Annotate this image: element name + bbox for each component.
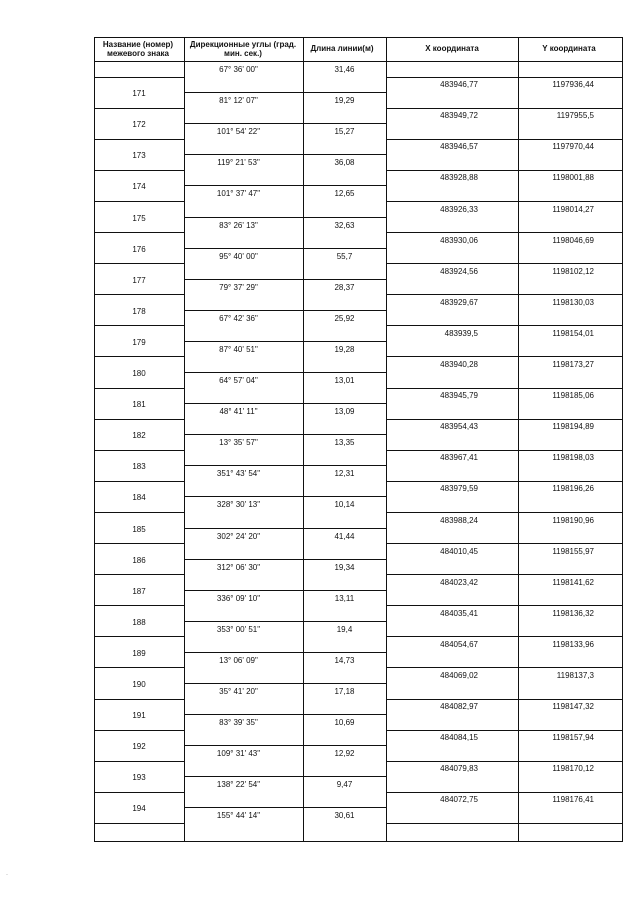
table-row-rule — [184, 714, 386, 715]
point-name: 188 — [132, 617, 146, 627]
header-angle: Дирекционные углы (град. мин. сек.) — [189, 40, 297, 58]
point-x: 483967,41 — [440, 453, 478, 463]
point-name: 172 — [132, 120, 146, 130]
footer-mark: · — [6, 872, 8, 878]
segment-length: 55,7 — [336, 251, 353, 261]
point-x: 483954,43 — [440, 422, 478, 432]
point-name: 190 — [132, 680, 146, 689]
table-row-rule — [184, 807, 386, 808]
point-y: 1197936,44 — [552, 80, 594, 90]
table-row-rule — [184, 217, 386, 218]
point-name: 193 — [132, 773, 146, 783]
point-name: 185 — [132, 524, 146, 534]
segment-angle: 119° 21' 53" — [217, 158, 260, 168]
point-name: 183 — [132, 462, 146, 472]
point-name: 176 — [132, 244, 146, 254]
point-y: 1198130,03 — [552, 297, 594, 307]
point-name: 194 — [132, 804, 146, 814]
segment-angle: 155° 44' 14" — [216, 811, 261, 821]
point-name: 175 — [132, 213, 146, 223]
point-x: 483946,77 — [440, 80, 478, 90]
point-y: 1198001,88 — [552, 173, 594, 183]
point-name: 182 — [132, 431, 146, 441]
segment-angle: 67° 36' 00" — [219, 65, 258, 74]
table-column-rule — [518, 37, 519, 841]
table-row-rule — [184, 559, 386, 560]
table-row-rule — [184, 652, 386, 653]
table-row-rule — [386, 481, 622, 482]
segment-angle: 336° 09' 10" — [216, 593, 261, 603]
table-bottom-rule — [94, 841, 623, 842]
table-row-rule — [386, 823, 622, 824]
point-x: 483945,79 — [440, 391, 478, 401]
segment-length: 13,01 — [334, 376, 355, 385]
table-row-rule — [184, 496, 386, 497]
point-x: 484072,75 — [440, 795, 478, 805]
point-name: 181 — [132, 400, 146, 410]
table-row-rule — [184, 123, 386, 124]
table-row-rule — [94, 419, 184, 420]
point-x: 483939,5 — [444, 328, 478, 338]
point-x: 483928,88 — [440, 173, 478, 183]
point-x: 484069,02 — [440, 671, 478, 680]
table-row-rule — [184, 248, 386, 249]
segment-length: 10,69 — [334, 718, 355, 728]
table-row-rule — [94, 325, 184, 326]
segment-angle: 13° 06' 09" — [219, 655, 258, 665]
table-row-rule — [184, 621, 386, 622]
segment-length: 9,47 — [336, 780, 353, 790]
point-name: 173 — [132, 151, 146, 161]
point-y: 1198147,32 — [552, 702, 594, 712]
segment-angle: 83° 26' 13" — [219, 220, 258, 230]
table-row-rule — [386, 263, 622, 264]
point-name: 174 — [132, 182, 146, 192]
segment-length: 10,14 — [334, 500, 355, 510]
point-y: 1198157,94 — [552, 733, 594, 743]
table-row-rule — [386, 574, 622, 575]
table-row-rule — [184, 279, 386, 280]
table-row-rule — [386, 139, 622, 140]
point-y: 1197955,5 — [556, 111, 594, 121]
point-x: 484023,42 — [440, 577, 478, 587]
point-y: 1198133,96 — [552, 639, 594, 649]
segment-length: 19,28 — [334, 344, 355, 354]
segment-angle: 95° 40' 00" — [219, 251, 258, 261]
table-row-rule — [94, 667, 184, 668]
point-name: 171 — [132, 89, 146, 99]
table-row-rule — [94, 450, 184, 451]
table-row-rule — [184, 745, 386, 746]
table-row-rule — [386, 605, 622, 606]
table-row-rule — [94, 263, 184, 264]
segment-angle: 351° 43' 54" — [216, 469, 261, 479]
table-row-rule — [386, 77, 622, 78]
table-column-rule — [184, 37, 185, 841]
table-column-rule — [386, 37, 387, 841]
table-row-rule — [94, 761, 184, 762]
table-row-rule — [386, 325, 622, 326]
segment-angle: 101° 37' 47" — [216, 189, 261, 199]
segment-length: 12,65 — [334, 189, 355, 199]
segment-length: 19,4 — [336, 624, 353, 634]
table-column-rule — [94, 37, 95, 841]
segment-angle: 328° 30' 13" — [216, 500, 261, 510]
point-y: 1198190,96 — [552, 515, 594, 525]
table-row-rule — [184, 683, 386, 684]
table-row-rule — [386, 419, 622, 420]
table-row-rule — [184, 528, 386, 529]
table-row-rule — [184, 154, 386, 155]
table-row-rule — [94, 792, 184, 793]
segment-length: 28,37 — [334, 282, 355, 292]
segment-length: 41,44 — [334, 531, 355, 541]
table-row-rule — [184, 92, 386, 93]
table-row-rule — [184, 465, 386, 466]
segment-length: 32,63 — [334, 220, 355, 230]
table-row-rule — [386, 636, 622, 637]
segment-length: 30,61 — [334, 811, 355, 821]
point-y: 1198046,69 — [552, 235, 594, 245]
segment-length: 13,11 — [334, 593, 355, 603]
table-row-rule — [94, 388, 184, 389]
segment-length: 12,31 — [334, 469, 355, 479]
point-y: 1198155,97 — [552, 546, 594, 556]
segment-length: 14,73 — [334, 655, 355, 665]
table-row-rule — [94, 512, 184, 513]
table-row-rule — [184, 776, 386, 777]
table-row-rule — [94, 139, 184, 140]
segment-length: 25,92 — [334, 313, 355, 323]
table-row-rule — [184, 403, 386, 404]
table-row-rule — [94, 294, 184, 295]
segment-length: 19,29 — [334, 96, 355, 106]
table-column-rule — [303, 37, 304, 841]
point-x: 483946,57 — [440, 142, 478, 152]
segment-length: 31,46 — [334, 65, 355, 74]
table-row-rule — [184, 590, 386, 591]
segment-angle: 67° 42' 36" — [219, 313, 258, 323]
table-header-rule — [94, 61, 623, 62]
table-row-rule — [386, 792, 622, 793]
table-row-rule — [386, 699, 622, 700]
segment-angle: 109° 31' 43" — [216, 749, 261, 759]
point-x: 484035,41 — [440, 608, 478, 618]
point-name: 180 — [132, 369, 146, 378]
table-row-rule — [184, 310, 386, 311]
point-y: 1198176,41 — [552, 795, 594, 805]
point-y: 1198194,89 — [552, 422, 594, 432]
table-row-rule — [94, 730, 184, 731]
point-y: 1198173,27 — [552, 360, 594, 369]
table-top-rule — [94, 37, 623, 38]
point-y: 1198136,32 — [552, 608, 594, 618]
table-column-rule — [622, 37, 623, 841]
point-name: 187 — [132, 586, 146, 596]
point-y: 1198170,12 — [552, 764, 594, 774]
table-row-rule — [94, 543, 184, 544]
point-x: 484054,67 — [440, 639, 478, 649]
point-y: 1197970,44 — [552, 142, 594, 152]
segment-angle: 13° 35' 57" — [219, 438, 258, 448]
header-name: Название (номер) межевого знака — [102, 40, 174, 58]
point-x: 483949,72 — [440, 111, 478, 121]
table-row-rule — [386, 512, 622, 513]
point-y: 1198198,03 — [552, 453, 594, 463]
table-row-rule — [94, 232, 184, 233]
segment-length: 13,35 — [334, 438, 355, 448]
table-row-rule — [386, 356, 622, 357]
table-row-rule — [94, 605, 184, 606]
segment-angle: 101° 54' 22" — [216, 127, 261, 137]
segment-angle: 79° 37' 29" — [219, 282, 258, 292]
segment-angle: 302° 24' 20" — [216, 531, 261, 541]
point-y: 1198102,12 — [552, 266, 594, 276]
point-name: 191 — [132, 711, 146, 721]
table-row-rule — [94, 356, 184, 357]
point-y: 1198137,3 — [556, 671, 594, 680]
table-row-rule — [386, 294, 622, 295]
segment-angle: 83° 39' 35" — [219, 718, 258, 728]
point-x: 483988,24 — [440, 515, 478, 525]
segment-angle: 64° 57' 04" — [219, 376, 258, 385]
table-row-rule — [184, 185, 386, 186]
table-row-rule — [386, 761, 622, 762]
point-y: 1198185,06 — [552, 391, 594, 401]
table-row-rule — [386, 667, 622, 668]
segment-angle: 138° 22' 54" — [216, 780, 261, 790]
table-row-rule — [94, 699, 184, 700]
point-x: 484084,15 — [440, 733, 478, 743]
table-row-rule — [94, 636, 184, 637]
point-name: 178 — [132, 306, 146, 316]
table-row-rule — [386, 170, 622, 171]
segment-angle: 48° 41' 11" — [219, 407, 258, 417]
table-row-rule — [94, 77, 184, 78]
point-x: 483930,06 — [440, 235, 478, 245]
table-row-rule — [184, 434, 386, 435]
segment-angle: 353° 00' 51" — [216, 624, 261, 634]
point-x: 484010,45 — [440, 546, 478, 556]
table-row-rule — [94, 170, 184, 171]
segment-length: 15,27 — [334, 127, 355, 137]
point-x: 483926,33 — [440, 204, 478, 214]
point-name: 186 — [132, 555, 146, 565]
table-row-rule — [184, 341, 386, 342]
point-y: 1198014,27 — [552, 204, 594, 214]
point-x: 483940,28 — [440, 360, 478, 369]
segment-length: 36,08 — [334, 158, 355, 168]
point-name: 177 — [132, 275, 146, 285]
table-row-rule — [386, 450, 622, 451]
point-y: 1198154,01 — [552, 328, 594, 338]
segment-length: 12,92 — [334, 749, 355, 759]
point-y: 1198196,26 — [552, 484, 594, 494]
table-row-rule — [386, 543, 622, 544]
point-name: 184 — [132, 493, 146, 503]
table-row-rule — [386, 108, 622, 109]
header-length: Длина линии(м) — [310, 44, 374, 53]
header-x: X координата — [425, 44, 479, 53]
table-row-rule — [184, 372, 386, 373]
point-y: 1198141,62 — [552, 577, 594, 587]
segment-angle: 81° 12' 07" — [219, 96, 258, 106]
table-row-rule — [94, 481, 184, 482]
segment-angle: 312° 06' 30" — [216, 562, 261, 572]
point-x: 483979,59 — [440, 484, 478, 494]
segment-angle: 87° 40' 51" — [219, 344, 258, 354]
table-row-rule — [94, 574, 184, 575]
table-row-rule — [386, 730, 622, 731]
table-row-rule — [386, 232, 622, 233]
point-x: 483924,56 — [440, 266, 478, 276]
table-row-rule — [386, 388, 622, 389]
point-name: 179 — [132, 337, 146, 347]
point-name: 192 — [132, 742, 146, 752]
point-name: 189 — [132, 648, 146, 658]
segment-angle: 35° 41' 20" — [219, 687, 258, 696]
table-row-rule — [94, 823, 184, 824]
segment-length: 17,18 — [334, 687, 355, 696]
segment-length: 19,34 — [334, 562, 355, 572]
segment-length: 13,09 — [334, 407, 355, 417]
header-y: Y координата — [542, 44, 596, 53]
point-x: 483929,67 — [440, 297, 478, 307]
table-row-rule — [94, 201, 184, 202]
point-x: 484082,97 — [440, 702, 478, 712]
point-x: 484079,83 — [440, 764, 478, 774]
table-row-rule — [94, 108, 184, 109]
table-row-rule — [386, 201, 622, 202]
